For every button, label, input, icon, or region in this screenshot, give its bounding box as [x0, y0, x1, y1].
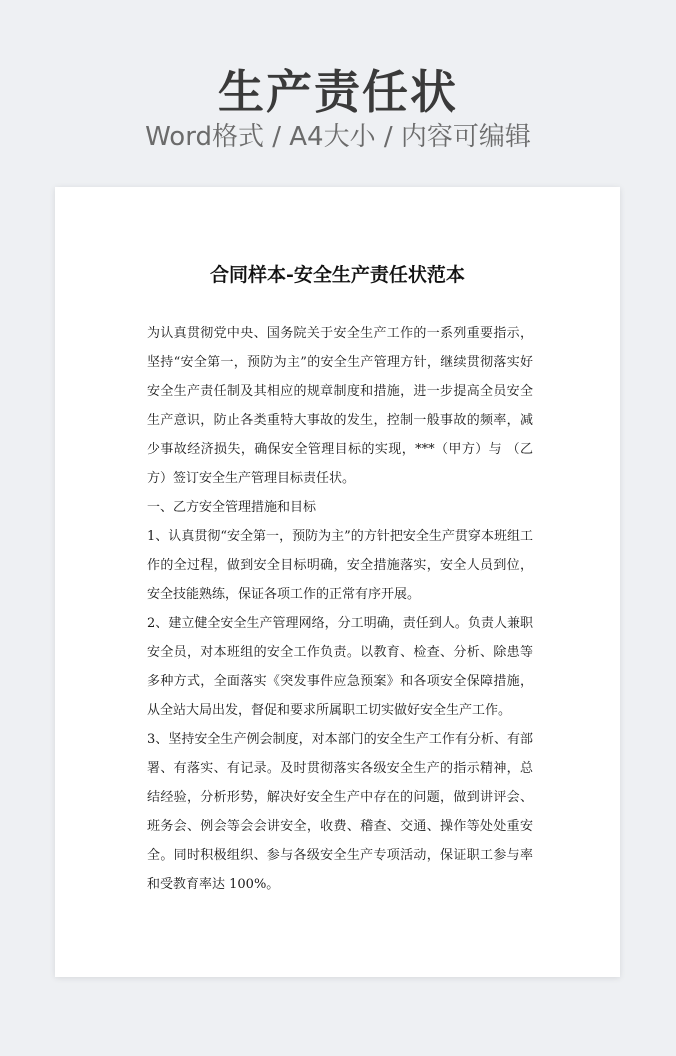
document-body	[147, 319, 533, 899]
clause-2-paragraph: 2、建立健全安全生产管理网络，分工明确，责任到人。负责人兼职安全员，对本班组的安全工作负责。以教育、检查、分析、除患等多种方式，全面落实《突发事件应急预案》和各项安全保障措施，从全站大局出发，督促和要求所属职工切实做好安全生产工作。	[147, 616, 533, 718]
section-heading: 一、乙方安全管理措施和目标	[147, 500, 317, 515]
clause-1-paragraph: 1、认真贯彻“安全第一，预防为主”的方针把安全生产贯穿本班组工作的全过程，做到安全目标明确，安全措施落实，安全人员到位，安全技能熟练，保证各项工作的正常有序开展。	[147, 529, 533, 602]
document-title: 合同样本-安全生产责任状范本	[210, 264, 465, 286]
banner-subtitle: Word格式 / A4大小 / 内容可编辑	[145, 122, 531, 152]
banner-title: 生产责任状	[218, 65, 458, 119]
clause-3-paragraph: 3、坚持安全生产例会制度，对本部门的安全生产工作有分析、有部署、有落实、有记录。及时贯彻落实各级安全生产的指示精神，总结经验，分析形势，解决好安全生产中存在的问题，做到讲评会、班务会、例会等会会讲安全，收费、稽查、交通、操作等处处重安全。同时积极组织、参与各级安全生产专项活动，保证职工参与率和受教育率达 100%。	[147, 732, 533, 892]
document-page	[55, 187, 620, 977]
intro-paragraph: 为认真贯彻党中央、国务院关于安全生产工作的一系列重要指示，坚持“安全第一，预防为主”的安全生产管理方针，继续贯彻落实好安全生产责任制及其相应的规章制度和措施，进一步提高全员安全生产意识，防止各类重特大事故的发生，控制一般事故的频率，减少事故经济损失，确保安全管理目标的实现，***（甲方）与 （乙方）签订安全生产管理目标责任状。	[147, 326, 533, 486]
